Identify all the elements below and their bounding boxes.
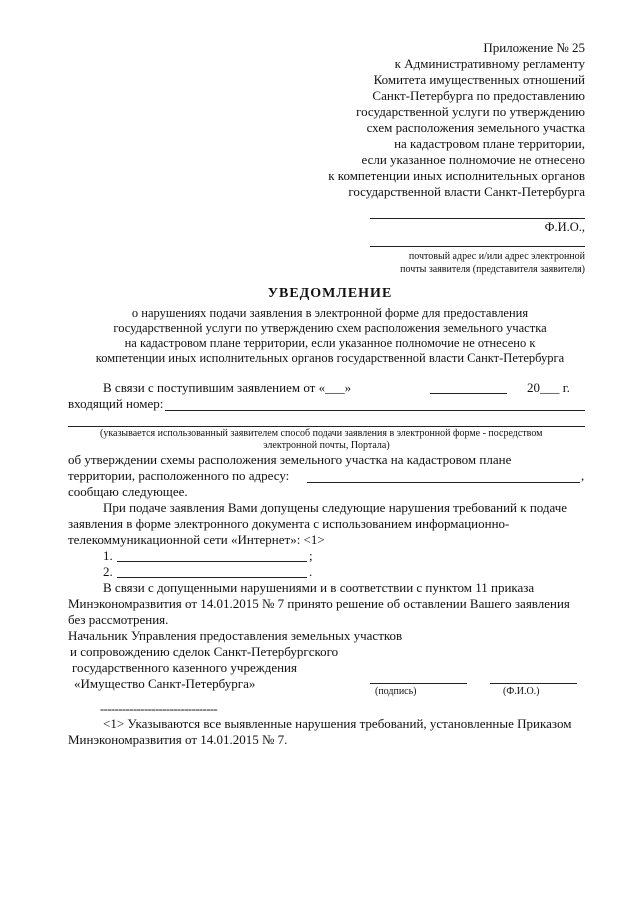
item-1-end: ; [309, 548, 313, 563]
p2-line-3: сообщаю следующее. [68, 484, 188, 499]
footnote-line-2: Минэкономразвития от 14.01.2015 № 7. [68, 732, 288, 747]
recipient-address-label-2: почты заявителя (представителя заявителя) [400, 264, 585, 275]
item-2-number: 2. [103, 564, 113, 579]
item-2-end: . [309, 564, 313, 579]
footnote-line-1: <1> Указываются все выявленные нарушения требований, установленные Приказом [103, 716, 572, 731]
appendix-line: Комитета имущественных отношений [373, 72, 585, 87]
p2-line-2: территории, расположенного по адресу: [68, 468, 290, 483]
p3-line-3: телекоммуникационной сети «Интернет»: <1> [68, 532, 325, 547]
appendix-line: Санкт-Петербурга по предоставлению [372, 88, 585, 103]
p3-line-1: При подаче заявления Вами допущены следующие нарушения требований к подаче [103, 500, 568, 515]
appendix-line: Приложение № 25 [483, 40, 585, 55]
signatory-fio-label: (Ф.И.О.) [503, 686, 540, 697]
notice-title: УВЕДОМЛЕНИЕ [267, 286, 393, 301]
p1-start: В связи с поступившим заявлением от «___» [103, 380, 352, 395]
signature-line [370, 683, 467, 684]
p4-line-2: Минэкономразвития от 14.01.2015 № 7 принято решение об оставлении Вашего заявления [68, 596, 570, 611]
subtitle-line: компетенции иных исполнительных органов государственной власти Санкт-Петербурга [95, 351, 565, 365]
p4-line-1: В связи с допущенными нарушениями и в соответствии с пунктом 11 приказа [103, 580, 535, 595]
appendix-line: если указанное полномочие не отнесено [361, 152, 585, 167]
address-line [307, 482, 580, 483]
appendix-line: к Административному регламенту [394, 56, 585, 71]
appendix-line: государственной власти Санкт-Петербурга [348, 184, 585, 199]
signatory-block [68, 628, 402, 692]
notice-subtitle [60, 306, 600, 366]
item-1-line [117, 561, 307, 562]
signatory-line: государственного казенного учреждения [72, 660, 297, 675]
p1-incoming-label: входящий номер: [68, 396, 164, 411]
p2-comma: , [581, 468, 585, 483]
p1-year: 20___ г. [527, 380, 570, 395]
recipient-address-label-1: почтовый адрес и/или адрес электронной [408, 251, 585, 262]
p3-line-2: заявления в форме электронного документа с использованием информационно- [68, 516, 510, 531]
appendix-block [265, 40, 585, 200]
signatory-fio-line [490, 683, 577, 684]
footnote-separator: -------------------------------- [100, 702, 218, 716]
subtitle-line: государственной услуги по утверждению схем расположения земельного участка [113, 321, 547, 335]
signatory-line: «Имущество Санкт-Петербурга» [74, 676, 256, 691]
subtitle-line: о нарушениях подачи заявления в электронной форме для предоставления [131, 306, 529, 320]
date-month-line [430, 393, 507, 394]
item-2-line [117, 577, 307, 578]
appendix-line: схем расположения земельного участка [366, 120, 585, 135]
recipient-fio-label: Ф.И.О., [544, 220, 585, 234]
submission-method-line [68, 426, 585, 427]
p2-line-1: об утверждении схемы расположения земельного участка на кадастровом плане [68, 452, 512, 467]
signatory-line: и сопровождению сделок Санкт-Петербургского [70, 644, 339, 659]
appendix-line: государственной услуги по утверждению [356, 104, 585, 119]
hint-line-2: электронной почты, Портала) [263, 440, 390, 451]
incoming-number-line [165, 410, 585, 411]
recipient-address-line [370, 246, 585, 247]
hint-line-1: (указывается использованный заявителем способ подачи заявления в электронной форме - посредством [100, 428, 543, 439]
item-1-number: 1. [103, 548, 113, 563]
appendix-line: на кадастровом плане территории, [394, 136, 585, 151]
recipient-name-line [370, 218, 585, 219]
signature-label: (подпись) [375, 686, 417, 697]
p4-line-3: без рассмотрения. [68, 612, 169, 627]
appendix-line: к компетенции иных исполнительных органов [328, 168, 585, 183]
signatory-line: Начальник Управления предоставления земельных участков [68, 628, 403, 643]
subtitle-line: на кадастровом плане территории, если указанное полномочие не отнесено к [124, 336, 536, 350]
